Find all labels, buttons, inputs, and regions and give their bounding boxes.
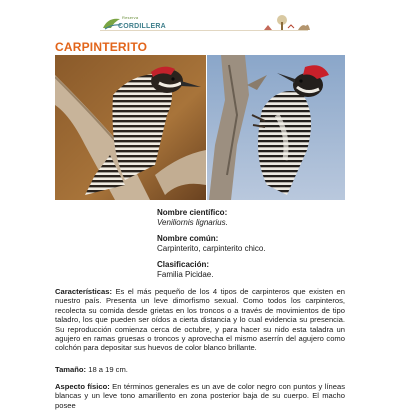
appearance-label: Aspecto físico:	[55, 382, 110, 391]
page-title: CARPINTERITO	[55, 40, 148, 54]
woodpecker-photo-left	[55, 55, 206, 200]
size-value: 18 a 19 cm.	[88, 365, 128, 374]
logo-big-text: CORDILLERA	[118, 23, 166, 30]
logo-small-text: Reserva	[122, 15, 139, 20]
landscape-decoration-icon	[262, 14, 312, 32]
characteristics-text: Es el más pequeño de los 4 tipos de carpinteros que existen en nuestro país. Presenta un leve dimorfismo sexual. Como todos los carpinteros, recolecta su comida desde grietas en los troncos o a través de movimientos de tipo taladro, los que pueden ser oídos a cierta distancia y lo cual evidencia su presencia. Su reproducción comienza cerca de octubre, y para hacer su nido esta taladra un agujero en ramas gruesas o troncos y aprovecha el mismo aserrín del agujero como colchón para depositar sus huevos de color blanco brillante.	[55, 287, 345, 353]
appearance-paragraph	[55, 382, 345, 410]
species-info	[157, 208, 266, 280]
classification-value: Familia Picidae.	[157, 270, 214, 279]
classification-label: Clasificación:	[157, 260, 210, 269]
characteristics-label: Características:	[55, 287, 112, 296]
woodpecker-photo-right	[207, 55, 345, 200]
common-name-value: Carpinterito, carpinterito chico.	[157, 244, 266, 253]
size-paragraph	[55, 365, 345, 374]
common-name-label: Nombre común:	[157, 234, 219, 243]
size-label: Tamaño:	[55, 365, 87, 374]
characteristics-paragraph	[55, 287, 345, 353]
appearance-text: En términos generales es un ave de color negro con puntos y líneas blancas y un leve tono amarillento en zona posterior baja de su cuerpo. El macho posee	[55, 382, 345, 410]
scientific-name-label: Nombre científico:	[157, 208, 228, 217]
scientific-name-value: Veniliornis lignarius.	[157, 218, 228, 227]
reserva-cordillera-logo	[102, 14, 166, 36]
